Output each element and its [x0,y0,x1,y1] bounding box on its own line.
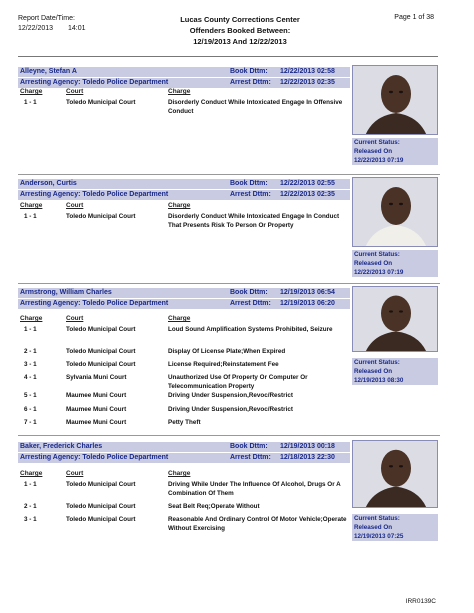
arrest-dttm-value: 12/22/2013 02:35 [280,191,335,198]
agency-value: Toledo Police Department [82,454,169,461]
charge-number: 1 - 1 [24,213,37,220]
current-status-box [352,358,438,385]
book-dttm-label: Book Dttm: [230,68,268,75]
status-value: Released On [354,524,393,531]
charge-court: Toledo Municipal Court [66,326,136,333]
arresting-agency [20,299,168,309]
charge-description: Display Of License Plate;When Expired [168,348,286,355]
book-dttm-value: 12/19/2013 06:54 [280,289,335,296]
agency-label: Arresting Agency: [20,79,81,86]
charge-description: Driving Under Suspension,Revoc/Restrict [168,406,293,413]
report-time: 14:01 [68,25,86,32]
charge-court: Toledo Municipal Court [66,503,136,510]
charge-number: 2 - 1 [24,503,37,510]
offender-name: Anderson, Curtis [20,180,77,187]
charge-description: Unauthorized Use Of Property Or Computer Or Telecommunication Property [168,374,308,390]
status-date: 12/19/2013 08:30 [354,377,404,384]
description-column-header: Charge [168,315,191,322]
offender-name-bar [18,67,350,77]
book-dttm-label: Book Dttm: [230,443,268,450]
report-title-block [130,14,350,47]
arrest-dttm-label: Arrest Dttm: [230,191,271,198]
status-value: Released On [354,368,393,375]
offender-name: Baker, Frederick Charles [20,443,103,450]
status-date: 12/22/2013 07:19 [354,157,404,164]
court-column-header: Court [66,88,84,95]
charge-description: License Required;Reinstatement Fee [168,361,279,368]
report-subtitle: Offenders Booked Between: [189,26,291,35]
agency-label: Arresting Agency: [20,300,81,307]
arrest-dttm-label: Arrest Dttm: [230,454,271,461]
charge-number: 2 - 1 [24,348,37,355]
status-label: Current Status: [354,139,400,146]
charge-description: Petty Theft [168,419,201,426]
charge-description: Disorderly Conduct While Intoxicated Engage In Conduct That Presents Risk To Person Or Property [168,213,340,229]
current-status-box [352,514,438,541]
offender-name-bar [18,442,350,452]
arresting-agency [20,453,168,463]
charge-column-header: Charge [20,470,43,477]
agency-label: Arresting Agency: [20,191,81,198]
agency-value: Toledo Police Department [82,79,169,86]
status-value: Released On [354,148,393,155]
arresting-agency [20,190,168,200]
offender-name: Armstrong, William Charles [20,289,112,296]
charge-number: 7 - 1 [24,419,37,426]
charge-column-header: Charge [20,315,43,322]
page-number: Page 1 of 38 [394,14,434,21]
header-divider [18,56,438,57]
court-column-header: Court [66,202,84,209]
status-date: 12/19/2013 07:25 [354,533,404,540]
offender-record [18,67,440,174]
mugshot-photo [352,440,438,508]
charge-description: Disorderly Conduct While Intoxicated Engage In Offensive Conduct [168,99,343,115]
current-status-box [352,138,438,165]
description-column-header: Charge [168,88,191,95]
arresting-agency-bar [18,299,350,309]
status-value: Released On [354,260,393,267]
report-label: Report Date/Time: [18,15,75,22]
report-code: IRR0139C [405,598,436,605]
charge-column-header: Charge [20,88,43,95]
charge-column-header: Charge [20,202,43,209]
arresting-agency [20,78,168,88]
charge-description: Driving Under Suspension,Revoc/Restrict [168,392,293,399]
charge-number: 5 - 1 [24,392,37,399]
current-status-box [352,250,438,277]
description-column-header: Charge [168,202,191,209]
charge-number: 3 - 1 [24,361,37,368]
status-date: 12/22/2013 07:19 [354,269,404,276]
book-dttm-value: 12/22/2013 02:58 [280,68,335,75]
offender-record [18,442,440,592]
report-range: 12/19/2013 And 12/22/2013 [193,37,287,46]
book-dttm-value: 12/22/2013 02:55 [280,180,335,187]
offender-name-bar [18,288,350,298]
charge-court: Toledo Municipal Court [66,348,136,355]
offender-name: Alleyne, Stefan A [20,68,77,75]
mugshot-photo [352,286,438,352]
court-column-header: Court [66,315,84,322]
report-datetime [18,14,118,34]
book-dttm-label: Book Dttm: [230,180,268,187]
offender-record [18,288,440,435]
charge-description: Reasonable And Ordinary Control Of Motor Vehicle;Operate Without Exercising [168,516,347,532]
charge-number: 6 - 1 [24,406,37,413]
status-label: Current Status: [354,251,400,258]
offender-record [18,179,440,283]
charge-description: Loud Sound Amplification Systems Prohibited, Seizure [168,326,333,333]
arresting-agency-bar [18,78,350,88]
mugshot-photo [352,65,438,135]
charge-description: Seat Belt Req;Operate Without [168,503,260,510]
record-divider [18,283,440,284]
offender-name-bar [18,179,350,189]
charge-court: Toledo Municipal Court [66,99,136,106]
agency-value: Toledo Police Department [82,300,169,307]
arrest-dttm-label: Arrest Dttm: [230,79,271,86]
report-date: 12/22/2013 [18,25,54,32]
book-dttm-label: Book Dttm: [230,289,268,296]
charge-court: Toledo Municipal Court [66,213,136,220]
arrest-dttm-label: Arrest Dttm: [230,300,271,307]
charge-court: Maumee Muni Court [66,419,127,426]
record-divider [18,435,440,436]
arresting-agency-bar [18,190,350,200]
charge-court: Maumee Muni Court [66,406,127,413]
agency-label: Arresting Agency: [20,454,81,461]
charge-number: 1 - 1 [24,481,37,488]
charge-number: 4 - 1 [24,374,37,381]
charge-court: Toledo Municipal Court [66,361,136,368]
charge-number: 3 - 1 [24,516,37,523]
status-label: Current Status: [354,515,400,522]
charge-court: Toledo Municipal Court [66,481,136,488]
mugshot-photo [352,177,438,247]
agency-value: Toledo Police Department [82,191,169,198]
charge-number: 1 - 1 [24,99,37,106]
charge-court: Maumee Muni Court [66,392,127,399]
report-title: Lucas County Corrections Center [180,15,300,24]
arrest-dttm-value: 12/22/2013 02:35 [280,79,335,86]
arrest-dttm-value: 12/19/2013 06:20 [280,300,335,307]
charge-court: Sylvania Muni Court [66,374,127,381]
status-label: Current Status: [354,359,400,366]
court-column-header: Court [66,470,84,477]
charge-description: Driving While Under The Influence Of Alcohol, Drugs Or A Combination Of Them [168,481,341,497]
arrest-dttm-value: 12/18/2013 22:30 [280,454,335,461]
arresting-agency-bar [18,453,350,463]
charge-number: 1 - 1 [24,326,37,333]
charge-court: Toledo Municipal Court [66,516,136,523]
book-dttm-value: 12/19/2013 00:18 [280,443,335,450]
description-column-header: Charge [168,470,191,477]
record-divider [18,174,440,175]
